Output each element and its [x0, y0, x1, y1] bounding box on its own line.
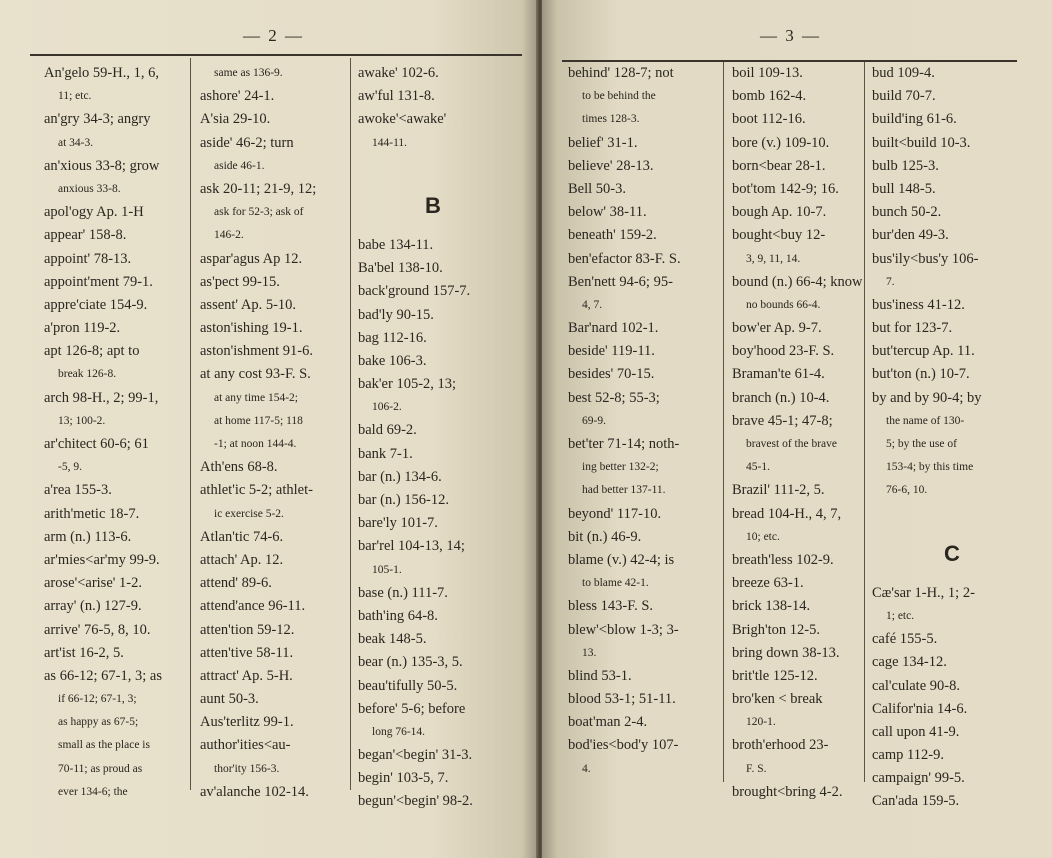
index-entry-line: babe 134-11.: [358, 236, 434, 253]
index-entry-line: believe' 28-13.: [568, 157, 654, 174]
index-entry-line: bulb 125-3.: [872, 157, 939, 174]
index-entry-line: ben'efactor 83-F. S.: [568, 250, 681, 267]
index-column: [568, 62, 720, 781]
index-entry-line: Brigh'ton 12-5.: [732, 621, 820, 638]
index-entry-line: bread 104-H., 4, 7,: [732, 505, 842, 522]
index-column: [44, 62, 188, 804]
index-entry-line: 4, 7.: [582, 298, 603, 311]
index-entry-line: arch 98-H., 2; 99-1,: [44, 389, 159, 406]
index-entry-line: bath'ing 64-8.: [358, 607, 438, 624]
index-entry-line: aw'ful 131-8.: [358, 88, 435, 105]
index-entry-line: Brazil' 111-2, 5.: [732, 482, 825, 499]
index-entry-line: broth'erhood 23-: [732, 737, 829, 754]
index-entry-line: 5; by the use of: [886, 438, 957, 450]
column-divider: [350, 58, 351, 790]
index-entry-line: Can'ada 159-5.: [872, 793, 960, 810]
index-entry-line: 13.: [582, 646, 597, 659]
index-entry-line: bet'ter 71-14; noth-: [568, 436, 680, 452]
right-page: [542, 0, 1052, 858]
index-entry-line: bake 106-3.: [358, 352, 427, 369]
index-entry-line: beak 148-5.: [358, 631, 427, 648]
index-entry-line: bore (v.) 109-10.: [732, 134, 830, 151]
index-entry-line: blame (v.) 42-4; is: [568, 551, 675, 568]
index-entry-line: at 34-3.: [58, 136, 94, 149]
page-number: — 2 —: [243, 26, 304, 45]
index-entry-line: ic exercise 5-2.: [214, 507, 284, 520]
index-column: [732, 62, 862, 804]
index-entry-line: bro'ken < break: [732, 691, 823, 708]
index-entry-line: ask for 52-3; ask of: [214, 206, 304, 219]
index-entry-line: brick 138-14.: [732, 598, 811, 615]
index-entry-line: an'gry 34-3; angry: [44, 111, 151, 128]
index-entry-line: blood 53-1; 51-11.: [568, 691, 676, 708]
index-entry-line: aside 46-1.: [214, 159, 265, 172]
index-entry-line: bot'tom 142-9; 16.: [732, 180, 839, 197]
index-entry-line: break 126-8.: [58, 368, 117, 381]
index-entry-line: café 155-5.: [872, 631, 938, 648]
index-entry-line: Atlan'tic 74-6.: [200, 528, 284, 545]
index-entry-line: bar'rel 104-13, 14;: [358, 538, 465, 555]
index-entry-line: ashore' 24-1.: [200, 88, 275, 105]
index-entry-line: bough Ap. 10-7.: [732, 204, 827, 221]
index-entry-line: appoint'ment 79-1.: [44, 273, 153, 290]
index-entry-line: built<build 10-3.: [872, 134, 971, 151]
column-divider: [723, 62, 724, 782]
index-entry-line: attend' 89-6.: [200, 575, 272, 592]
index-entry-line: -1; at noon 144-4.: [214, 438, 297, 450]
index-entry-line: Califor'nia 14-6.: [872, 700, 968, 717]
index-entry-line: Braman'te 61-4.: [732, 366, 825, 383]
index-entry-line: below' 38-11.: [568, 204, 647, 221]
index-entry-line: ask 20-11; 21-9, 12;: [200, 180, 317, 197]
index-entry-line: 7.: [886, 275, 895, 288]
index-entry-line: at home 117-5; 118: [214, 414, 303, 427]
index-entry-line: beside' 119-11.: [568, 343, 655, 360]
index-entry-line: boat'man 2-4.: [568, 714, 648, 731]
index-entry-line: bravest of the brave: [746, 438, 838, 450]
index-entry-line: A'sia 29-10.: [200, 111, 271, 128]
index-entry-line: same as 136-9.: [214, 67, 283, 79]
index-entry-line: thor'ity 156-3.: [214, 762, 280, 775]
index-entry-line: 3, 9, 11, 14.: [746, 252, 801, 265]
index-entry-line: 146-2.: [214, 229, 244, 242]
index-entry-line: awoke'<awake': [358, 111, 447, 128]
index-entry-line: bow'er Ap. 9-7.: [732, 320, 822, 337]
index-entry-line: appoint' 78-13.: [44, 250, 132, 267]
index-entry-line: av'alanche 102-14.: [200, 783, 309, 800]
index-entry-line: if 66-12; 67-1, 3;: [58, 693, 137, 706]
index-entry-line: small as the place is: [58, 739, 150, 752]
section-letter: B: [425, 192, 441, 218]
index-entry-line: bring down 38-13.: [732, 644, 840, 661]
index-entry-line: apol'ogy Ap. 1-H: [44, 204, 144, 221]
index-entry-line: but'ton (n.) 10-7.: [872, 366, 970, 383]
index-entry-line: build 70-7.: [872, 88, 936, 105]
index-entry-line: 105-1.: [372, 563, 402, 576]
index-entry-line: at any time 154-2;: [214, 391, 298, 404]
index-entry-line: brit'tle 125-12.: [732, 667, 818, 684]
index-entry-line: 4.: [582, 762, 591, 775]
blank-line: [872, 503, 1032, 526]
index-entry-line: bank 7-1.: [358, 445, 413, 462]
index-entry-line: camp 112-9.: [872, 747, 944, 764]
index-entry-line: branch (n.) 10-4.: [732, 389, 830, 406]
index-entry-line: born<bear 28-1.: [732, 157, 826, 174]
index-entry-line: 70-11; as proud as: [58, 762, 143, 775]
index-entry-line: Ath'ens 68-8.: [200, 459, 278, 476]
index-entry-line: anxious 33-8.: [58, 182, 121, 195]
index-entry-line: Ben'nett 94-6; 95-: [568, 273, 673, 290]
index-entry-line: as'pect 99-15.: [200, 273, 280, 290]
page-number: — 3 —: [760, 26, 821, 45]
index-entry-line: build'ing 61-6.: [872, 111, 957, 128]
index-entry-line: an'xious 33-8; grow: [44, 157, 160, 174]
index-entry-line: bod'ies<bod'y 107-: [568, 737, 679, 754]
index-entry-line: 76-6, 10.: [886, 484, 928, 497]
index-entry-line: atten'tive 58-11.: [200, 644, 294, 661]
index-entry-line: ar'mies<ar'my 99-9.: [44, 551, 160, 568]
index-entry-line: a'rea 155-3.: [44, 482, 112, 499]
index-entry-line: athlet'ic 5-2; athlet-: [200, 482, 313, 499]
index-entry-line: but'tercup Ap. 11.: [872, 343, 975, 360]
index-entry-line: beau'tifully 50-5.: [358, 677, 458, 694]
column-divider: [190, 58, 191, 790]
index-entry-line: bag 112-16.: [358, 329, 427, 346]
index-entry-line: breeze 63-1.: [732, 575, 804, 592]
index-entry-line: bar (n.) 156-12.: [358, 492, 450, 508]
index-entry-line: bare'ly 101-7.: [358, 515, 438, 532]
index-entry-line: long 76-14.: [372, 725, 426, 738]
index-entry-line: campaign' 99-5.: [872, 770, 965, 787]
index-entry-line: breath'less 102-9.: [732, 551, 834, 568]
index-entry-line: to blame 42-1.: [582, 577, 649, 590]
index-entry-line: begin' 103-5, 7.: [358, 770, 449, 787]
index-entry-line: arm (n.) 113-6.: [44, 528, 132, 545]
blank-line: [358, 155, 508, 178]
index-entry-line: F. S.: [746, 762, 767, 775]
index-entry-line: boot 112-16.: [732, 111, 806, 128]
index-entry-line: Bar'nard 102-1.: [568, 320, 659, 337]
index-entry-line: art'ist 16-2, 5.: [44, 644, 124, 661]
index-entry-line: Bell 50-3.: [568, 180, 626, 197]
index-entry-line: appre'ciate 154-9.: [44, 296, 148, 313]
index-entry-line: bomb 162-4.: [732, 88, 807, 105]
column-divider: [864, 62, 865, 782]
index-entry-line: bought<buy 12-: [732, 227, 826, 244]
index-entry-line: Ba'bel 138-10.: [358, 260, 443, 277]
index-entry-line: arith'metic 18-7.: [44, 505, 140, 522]
index-entry-line: aspar'agus Ap 12.: [200, 250, 303, 267]
index-entry-line: An'gelo 59-H., 1, 6,: [44, 65, 159, 81]
index-entry-line: ar'chitect 60-6; 61: [44, 436, 149, 452]
index-entry-line: Cæ'sar 1-H., 1; 2-: [872, 584, 975, 601]
index-entry-line: 13; 100-2.: [58, 414, 106, 427]
index-entry-line: 1; etc.: [886, 609, 915, 622]
section-letter: C: [944, 540, 960, 566]
index-entry-line: attend'ance 96-11.: [200, 598, 306, 615]
index-entry-line: appear' 158-8.: [44, 227, 127, 244]
index-entry-line: 153-4; by this time: [886, 461, 974, 474]
index-entry-line: began'<begin' 31-3.: [358, 747, 473, 764]
index-entry-line: beyond' 117-10.: [568, 505, 662, 522]
index-entry-line: cage 134-12.: [872, 654, 947, 671]
index-entry-line: bit (n.) 46-9.: [568, 528, 642, 545]
index-entry-line: 11; etc.: [58, 90, 92, 103]
index-entry-line: before' 5-6; before: [358, 700, 466, 717]
index-entry-line: assent' Ap. 5-10.: [200, 296, 297, 313]
index-entry-line: cal'culate 90-8.: [872, 677, 960, 694]
index-entry-line: atten'tion 59-12.: [200, 621, 295, 638]
index-entry-line: had better 137-11.: [582, 484, 666, 497]
index-entry-line: boy'hood 23-F. S.: [732, 343, 835, 360]
index-entry-line: attach' Ap. 12.: [200, 551, 284, 568]
index-entry-line: a'pron 119-2.: [44, 320, 121, 337]
index-column: [358, 62, 508, 814]
index-entry-line: begun'<begin' 98-2.: [358, 793, 473, 810]
index-entry-line: 144-11.: [372, 136, 408, 149]
index-entry-line: aston'ishing 19-1.: [200, 320, 303, 337]
index-entry-line: awake' 102-6.: [358, 65, 439, 81]
index-entry-line: the name of 130-: [886, 414, 965, 427]
index-entry-line: at any cost 93-F. S.: [200, 366, 311, 383]
index-entry-line: best 52-8; 55-3;: [568, 389, 660, 406]
index-entry-line: arose'<arise' 1-2.: [44, 575, 142, 592]
index-entry-line: Aus'terlitz 99-1.: [200, 714, 294, 731]
index-entry-line: call upon 41-9.: [872, 723, 960, 740]
index-entry-line: boil 109-13.: [732, 65, 803, 81]
index-entry-line: belief' 31-1.: [568, 134, 638, 151]
index-entry-line: times 128-3.: [582, 113, 640, 126]
index-entry-line: bull 148-5.: [872, 180, 936, 197]
index-entry-line: back'ground 157-7.: [358, 283, 471, 300]
index-column: [872, 62, 1032, 814]
index-entry-line: 120-1.: [746, 716, 776, 729]
index-column: [200, 62, 348, 804]
index-entry-line: bar (n.) 134-6.: [358, 468, 442, 485]
index-entry-line: bad'ly 90-15.: [358, 306, 434, 323]
index-entry-line: as happy as 67-5;: [58, 716, 139, 729]
index-entry-line: bur'den 49-3.: [872, 227, 949, 244]
index-entry-line: bak'er 105-2, 13;: [358, 376, 457, 393]
index-entry-line: arrive' 76-5, 8, 10.: [44, 621, 151, 638]
index-entry-line: 106-2.: [372, 401, 402, 414]
index-entry-line: beneath' 159-2.: [568, 227, 657, 244]
index-entry-line: bound (n.) 66-4; know: [732, 273, 862, 290]
index-entry-line: as 66-12; 67-1, 3; as: [44, 667, 162, 684]
header-rule: [30, 54, 522, 56]
index-entry-line: bus'iness 41-12.: [872, 296, 965, 313]
index-entry-line: brought<bring 4-2.: [732, 783, 843, 800]
index-entry-line: behind' 128-7; not: [568, 65, 674, 81]
index-entry-line: bless 143-F. S.: [568, 598, 654, 615]
index-entry-line: 10; etc.: [746, 530, 780, 543]
index-entry-line: bald 69-2.: [358, 422, 417, 439]
index-entry-line: bear (n.) 135-3, 5.: [358, 654, 463, 671]
index-entry-line: brave 45-1; 47-8;: [732, 412, 833, 429]
index-entry-line: apt 126-8; apt to: [44, 343, 140, 360]
index-entry-line: -5, 9.: [58, 461, 82, 474]
index-entry-line: to be behind the: [582, 90, 656, 103]
index-entry-line: ever 134-6; the: [58, 785, 128, 798]
index-entry-line: bunch 50-2.: [872, 204, 942, 221]
index-entry-line: no bounds 66-4.: [746, 298, 821, 311]
index-entry-line: bud 109-4.: [872, 65, 935, 81]
index-entry-line: besides' 70-15.: [568, 366, 655, 383]
index-entry-line: blind 53-1.: [568, 667, 632, 684]
index-entry-line: aston'ishment 91-6.: [200, 343, 313, 360]
index-entry-line: aunt 50-3.: [200, 691, 259, 708]
index-entry-line: ing better 132-2;: [582, 461, 659, 474]
index-entry-line: base (n.) 111-7.: [358, 584, 448, 601]
index-entry-line: by and by 90-4; by: [872, 389, 982, 406]
index-entry-line: but for 123-7.: [872, 320, 953, 337]
index-entry-line: 69-9.: [582, 414, 606, 427]
index-entry-line: blew'<blow 1-3; 3-: [568, 621, 679, 638]
index-entry-line: bus'ily<bus'y 106-: [872, 250, 979, 267]
index-entry-line: attract' Ap. 5-H.: [200, 667, 293, 684]
index-entry-line: aside' 46-2; turn: [200, 134, 294, 151]
index-entry-line: 45-1.: [746, 461, 770, 474]
index-entry-line: array' (n.) 127-9.: [44, 598, 142, 615]
index-entry-line: author'ities<au-: [200, 737, 291, 754]
